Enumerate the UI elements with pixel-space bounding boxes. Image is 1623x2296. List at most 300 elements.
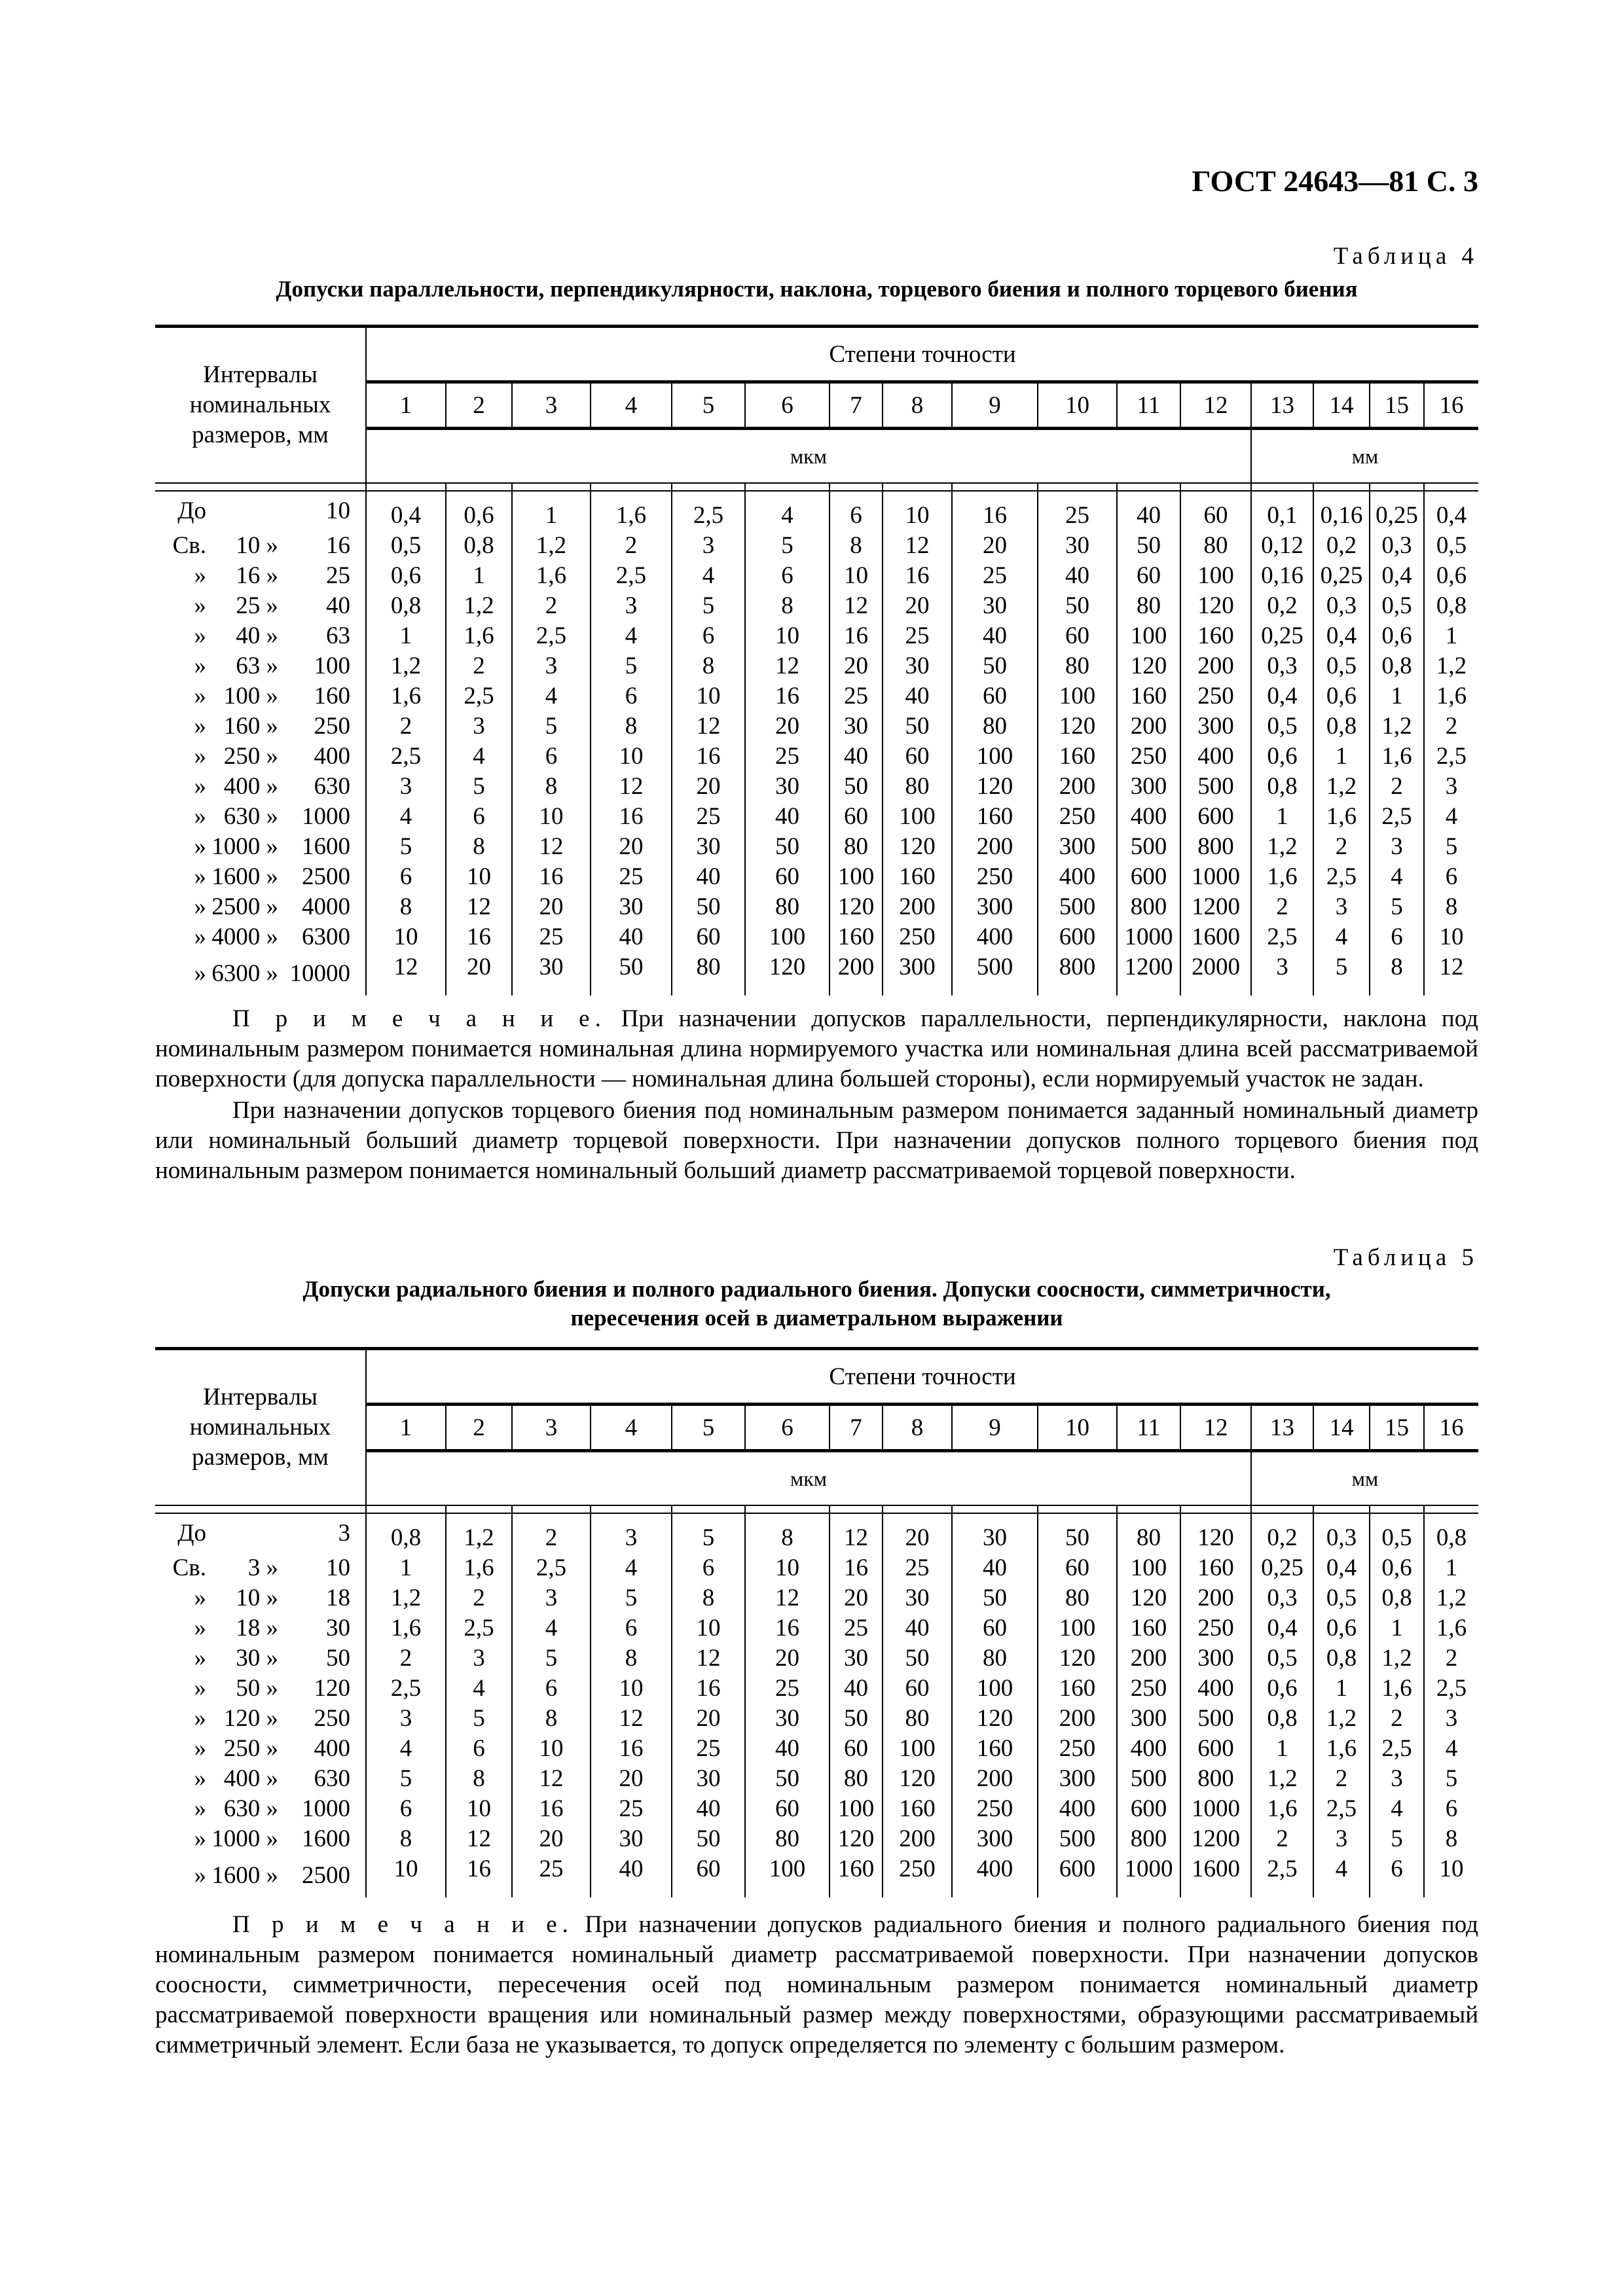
tolerance-value: 1,6 <box>1370 742 1424 772</box>
tolerance-value: 10 <box>512 1734 591 1764</box>
interval-part: » <box>194 1735 206 1762</box>
tolerance-value: 0,25 <box>1370 491 1424 531</box>
tolerance-value: 30 <box>883 1583 952 1613</box>
tolerance-value: 0,4 <box>1436 502 1467 529</box>
header-divider <box>1313 483 1370 491</box>
tolerance-value: 1,6 <box>446 621 512 651</box>
tolerance-value: 1,6 <box>591 491 672 531</box>
table-row <box>155 531 1478 561</box>
degree-header: 16 <box>1424 382 1478 429</box>
tolerance-value: 25 <box>512 1854 591 1897</box>
tolerance-value: 16 <box>446 1854 512 1897</box>
tolerance-value: 25 <box>672 1734 745 1764</box>
tolerance-value: 2 <box>1445 713 1458 740</box>
header-divider <box>1038 483 1117 491</box>
table-row <box>155 651 1478 681</box>
tolerance-value: 1000 <box>1117 1854 1180 1897</box>
tolerance-value: 100 <box>1038 1613 1117 1643</box>
interval-part: » <box>194 924 206 950</box>
tolerance-value: 80 <box>745 892 830 922</box>
interval-cell <box>155 621 366 651</box>
interval-part: 30 » <box>236 1645 278 1672</box>
tolerance-value: 8 <box>745 1513 830 1553</box>
tolerance-value: 40 <box>672 862 745 892</box>
table-row <box>155 952 1478 996</box>
tolerance-value: 0,4 <box>1251 1613 1313 1643</box>
tolerance-value: 6 <box>830 491 883 531</box>
tolerance-value: 0,3 <box>1251 651 1313 681</box>
tolerance-value: 80 <box>883 1704 952 1734</box>
tolerance-value: 5 <box>512 711 591 742</box>
tolerance-value: 0,5 <box>1313 651 1370 681</box>
tolerance-value: 0,25 <box>1313 561 1370 591</box>
tolerance-value: 1,2 <box>1313 1704 1370 1734</box>
tolerance-value: 1,2 <box>512 531 591 561</box>
interval-cell <box>155 952 366 996</box>
tolerance-value: 0,2 <box>1313 531 1370 561</box>
degree-header: 3 <box>512 1405 591 1451</box>
tolerance-value: 1600 <box>1180 922 1251 952</box>
tolerance-value: 300 <box>1038 1764 1117 1794</box>
table-row <box>155 892 1478 922</box>
tolerance-value: 1,6 <box>366 1613 446 1643</box>
interval-part: 1600 <box>302 1825 350 1852</box>
tolerance-value: 40 <box>1038 561 1117 591</box>
tolerance-value: 1 <box>366 621 446 651</box>
tolerance-value: 20 <box>512 1824 591 1854</box>
tolerance-value: 600 <box>1038 922 1117 952</box>
interval-part: 10 <box>326 1554 350 1581</box>
tolerance-value: 100 <box>952 742 1038 772</box>
tolerance-value: 1000 <box>1117 922 1180 952</box>
tolerance-value: 1 <box>1370 1613 1424 1643</box>
tolerance-value: 50 <box>672 1824 745 1854</box>
interval-part: » <box>194 683 206 709</box>
header-divider <box>155 1505 366 1513</box>
tolerance-value: 25 <box>745 742 830 772</box>
tolerance-value: 600 <box>1038 1854 1117 1897</box>
degree-header: 13 <box>1251 1405 1313 1451</box>
interval-part: » <box>194 833 206 860</box>
tolerance-value: 20 <box>745 1643 830 1674</box>
tolerance-value: 300 <box>1180 711 1251 742</box>
tolerance-value: 30 <box>745 1704 830 1734</box>
tolerance-value: 80 <box>745 1824 830 1854</box>
tolerance-value: 6 <box>446 802 512 832</box>
tolerance-value: 1,2 <box>1370 711 1424 742</box>
interval-cell <box>155 561 366 591</box>
tolerance-value: 0,25 <box>1251 1553 1313 1583</box>
degree-header: 1 <box>366 1405 446 1451</box>
tolerance-value: 500 <box>1180 772 1251 802</box>
tolerance-value: 250 <box>952 862 1038 892</box>
tolerance-value: 1,2 <box>1436 1585 1467 1611</box>
interval-part: Св. <box>172 532 206 559</box>
table-row <box>155 742 1478 772</box>
degree-header: 11 <box>1117 382 1180 429</box>
interval-part: 400 » <box>223 773 278 800</box>
tolerance-value: 80 <box>1180 531 1251 561</box>
tolerance-value: 10 <box>830 561 883 591</box>
tolerance-value: 2,5 <box>591 561 672 591</box>
tolerance-value: 2 <box>366 1643 446 1674</box>
tolerance-value: 10 <box>1439 1856 1464 1882</box>
tolerance-value: 80 <box>883 772 952 802</box>
tolerance-value: 1200 <box>1117 952 1180 996</box>
tolerance-value: 0,8 <box>1370 1583 1424 1613</box>
tolerance-value: 80 <box>952 1643 1038 1674</box>
tolerance-value: 2 <box>1445 1645 1458 1672</box>
interval-part: 2500 <box>302 863 350 890</box>
tolerance-value: 250 <box>1117 1674 1180 1704</box>
note-paragraph <box>155 1910 1478 2060</box>
tolerance-value: 30 <box>745 772 830 802</box>
degree-header: 1 <box>366 382 446 429</box>
tolerance-value: 4 <box>591 621 672 651</box>
tolerance-value: 5 <box>1445 1765 1458 1792</box>
tolerance-value: 400 <box>1117 802 1180 832</box>
tolerance-value: 3 <box>1370 832 1424 862</box>
tolerance-value: 160 <box>952 802 1038 832</box>
tolerance-value: 30 <box>512 952 591 996</box>
tolerance-value: 1 <box>366 1553 446 1583</box>
tolerance-value: 600 <box>1117 862 1180 892</box>
tolerance-value: 2,5 <box>512 621 591 651</box>
tolerance-value: 5 <box>1370 892 1424 922</box>
interval-part: 18 » <box>236 1615 278 1641</box>
tolerance-value: 6 <box>672 1553 745 1583</box>
interval-cell <box>155 1824 366 1854</box>
table-5-label: Таблица 5 <box>1333 1244 1478 1271</box>
interval-cell <box>155 742 366 772</box>
header-divider <box>672 1505 745 1513</box>
header-divider <box>1117 483 1180 491</box>
tolerance-value: 10 <box>512 802 591 832</box>
table-row <box>155 1553 1478 1583</box>
tolerance-value: 0,8 <box>446 531 512 561</box>
tolerance-value: 16 <box>672 742 745 772</box>
interval-part: » <box>194 1765 206 1792</box>
tolerance-value: 1200 <box>1180 892 1251 922</box>
table-row <box>155 681 1478 711</box>
tolerance-value: 20 <box>952 531 1038 561</box>
header-divider <box>883 483 952 491</box>
interval-part: » <box>194 592 206 619</box>
tolerance-value: 0,4 <box>366 491 446 531</box>
tolerance-value: 0,8 <box>366 1513 446 1553</box>
tolerance-value: 80 <box>672 952 745 996</box>
unit-micrometer: мкм <box>366 429 1251 484</box>
tolerance-value: 1,2 <box>1436 653 1467 679</box>
tolerance-value: 1,6 <box>1313 1734 1370 1764</box>
tolerance-value: 25 <box>952 561 1038 591</box>
tolerance-value: 0,8 <box>1313 1643 1370 1674</box>
tolerance-value: 5 <box>446 1704 512 1734</box>
tolerance-value: 3 <box>591 1513 672 1553</box>
tolerance-value: 400 <box>1180 742 1251 772</box>
table-row <box>155 832 1478 862</box>
interval-cell <box>155 711 366 742</box>
tolerance-value: 16 <box>591 1734 672 1764</box>
table-row <box>155 1704 1478 1734</box>
tolerance-value: 10 <box>745 621 830 651</box>
tolerance-value: 50 <box>672 892 745 922</box>
tolerance-value: 800 <box>1180 1764 1251 1794</box>
table-row <box>155 1513 1478 1553</box>
table-row <box>155 802 1478 832</box>
interval-part: 400 <box>314 1735 350 1762</box>
header-divider <box>745 483 830 491</box>
tolerance-value: 2 <box>446 1583 512 1613</box>
interval-part: 50 » <box>236 1675 278 1702</box>
tolerance-value: 2,5 <box>1313 1794 1370 1824</box>
degree-header: 6 <box>745 1405 830 1451</box>
interval-part: 630 » <box>223 803 278 830</box>
interval-cell <box>155 862 366 892</box>
tolerance-value: 0,8 <box>1313 711 1370 742</box>
tolerance-value: 120 <box>830 892 883 922</box>
tolerance-value: 40 <box>830 1674 883 1704</box>
interval-part: 1600 » <box>211 863 278 890</box>
interval-part: 120 » <box>223 1705 278 1732</box>
tolerance-value: 0,3 <box>1313 1513 1370 1553</box>
tolerance-value: 2 <box>1313 832 1370 862</box>
degree-header: 4 <box>591 382 672 429</box>
tolerance-value: 0,5 <box>1251 711 1313 742</box>
tolerance-value: 120 <box>1038 1643 1117 1674</box>
tolerance-value: 20 <box>830 1583 883 1613</box>
tolerance-value: 8 <box>1445 893 1458 920</box>
tolerance-value: 50 <box>830 772 883 802</box>
tolerance-value: 25 <box>672 802 745 832</box>
tolerance-value: 0,2 <box>1251 591 1313 621</box>
interval-part: » <box>194 622 206 649</box>
tolerance-value: 40 <box>591 922 672 952</box>
tolerance-value: 12 <box>672 711 745 742</box>
header-divider <box>952 1505 1038 1513</box>
tolerance-value: 300 <box>952 1824 1038 1854</box>
tolerance-value: 0,5 <box>1370 1513 1424 1553</box>
tolerance-value: 3 <box>446 711 512 742</box>
tolerance-value: 160 <box>1180 1553 1251 1583</box>
tolerance-value: 4 <box>745 491 830 531</box>
tolerance-value: 800 <box>1117 892 1180 922</box>
tolerance-value: 0,25 <box>1251 621 1313 651</box>
interval-column-header: Интервалы номинальных размеров, мм <box>155 327 366 484</box>
table-row <box>155 922 1478 952</box>
tolerance-value: 4 <box>1370 1794 1424 1824</box>
interval-part: 10 » <box>236 532 278 559</box>
interval-part: 400 » <box>223 1765 278 1792</box>
table-row <box>155 711 1478 742</box>
tolerance-value: 0,6 <box>1436 562 1467 589</box>
tolerance-value: 20 <box>512 892 591 922</box>
unit-micrometer: мкм <box>366 1451 1251 1506</box>
tolerance-value: 16 <box>591 802 672 832</box>
tolerance-value: 120 <box>952 1704 1038 1734</box>
tolerance-value: 4 <box>446 1674 512 1704</box>
tolerance-value: 0,16 <box>1251 561 1313 591</box>
tolerance-value: 1000 <box>1180 862 1251 892</box>
tolerance-value: 0,4 <box>1313 621 1370 651</box>
tolerance-value: 6 <box>672 621 745 651</box>
tolerance-value: 50 <box>591 952 672 996</box>
tolerance-value: 6 <box>512 742 591 772</box>
interval-part: 63 <box>326 622 350 649</box>
tolerance-value: 1,6 <box>1251 1794 1313 1824</box>
tolerance-value: 0,6 <box>1251 742 1313 772</box>
note-paragraph: При назначении допусков торцевого биения под номинальным размером понимается заданный номинальный диаметр или номинальный больший диаметр торцевой поверхности. При назначении допусков полного торцевого биения под номинальным размером понимается номинальный больший диаметр рассматриваемой торцевой поверхности. <box>155 1097 1478 1184</box>
interval-part: » <box>194 1675 206 1702</box>
tolerance-value: 1,6 <box>1251 862 1313 892</box>
title-line: пересечения осей в диаметральном выражении <box>570 1305 1063 1331</box>
tolerance-value: 25 <box>745 1674 830 1704</box>
interval-part: 6300 <box>302 924 350 950</box>
tolerance-value: 3 <box>591 591 672 621</box>
degree-header: 14 <box>1313 382 1370 429</box>
tolerance-value: 12 <box>830 1513 883 1553</box>
document-reference: ГОСТ 24643—81 С. 3 <box>1192 164 1478 198</box>
interval-cell <box>155 802 366 832</box>
tolerance-value: 3 <box>366 772 446 802</box>
interval-cell <box>155 892 366 922</box>
tolerance-value: 25 <box>830 681 883 711</box>
tolerance-value: 0,3 <box>1370 531 1424 561</box>
tolerance-value: 800 <box>1180 832 1251 862</box>
header-divider <box>512 1505 591 1513</box>
interval-part: До <box>177 497 206 524</box>
tolerance-value: 8 <box>591 711 672 742</box>
tolerance-value: 80 <box>830 832 883 862</box>
tolerance-value: 2,5 <box>1251 922 1313 952</box>
tolerance-value: 200 <box>883 1824 952 1854</box>
tolerance-value: 4 <box>1313 922 1370 952</box>
tolerance-value: 100 <box>883 802 952 832</box>
interval-part: 1000 <box>302 803 350 830</box>
tolerance-value: 12 <box>512 832 591 862</box>
interval-cell <box>155 1854 366 1897</box>
header-divider <box>1424 483 1478 491</box>
tolerance-value: 1,2 <box>366 1583 446 1613</box>
tolerance-value: 5 <box>366 1764 446 1794</box>
tolerance-value: 5 <box>512 1643 591 1674</box>
tolerance-value: 60 <box>1117 561 1180 591</box>
interval-part: 120 <box>314 1675 350 1702</box>
tolerance-value: 60 <box>883 742 952 772</box>
degree-header: 2 <box>446 382 512 429</box>
tolerance-value: 2 <box>1370 1704 1424 1734</box>
tolerance-value: 0,8 <box>1370 651 1424 681</box>
tolerance-value: 100 <box>1180 561 1251 591</box>
header-divider <box>1251 1505 1313 1513</box>
tolerance-value: 40 <box>952 621 1038 651</box>
tolerance-value: 40 <box>1117 491 1180 531</box>
header-divider <box>155 483 366 491</box>
interval-part: » <box>194 743 206 770</box>
tolerance-value: 2,5 <box>1436 743 1467 770</box>
tolerance-value: 5 <box>672 1513 745 1553</box>
tolerance-value: 3 <box>446 1643 512 1674</box>
tolerance-value: 30 <box>591 892 672 922</box>
tolerance-value: 6 <box>366 862 446 892</box>
interval-cell <box>155 1583 366 1613</box>
header-divider <box>952 483 1038 491</box>
tolerance-value: 100 <box>1038 681 1117 711</box>
table-row <box>155 621 1478 651</box>
tolerance-value: 100 <box>830 862 883 892</box>
tolerance-value: 20 <box>883 1513 952 1553</box>
tolerance-value: 12 <box>591 1704 672 1734</box>
tolerance-value: 30 <box>883 651 952 681</box>
tolerance-value: 200 <box>830 952 883 996</box>
table-row <box>155 1734 1478 1764</box>
tolerance-value: 0,8 <box>1251 772 1313 802</box>
tolerance-value: 600 <box>1180 1734 1251 1764</box>
header-divider <box>1424 1505 1478 1513</box>
tolerance-value: 1,6 <box>366 681 446 711</box>
tolerance-value: 160 <box>883 1794 952 1824</box>
tolerance-value: 60 <box>1180 491 1251 531</box>
interval-part: 250 » <box>223 1735 278 1762</box>
tolerance-value: 8 <box>512 1704 591 1734</box>
tolerance-value: 120 <box>952 772 1038 802</box>
tolerance-value: 80 <box>1038 651 1117 681</box>
tolerance-value: 10 <box>591 1674 672 1704</box>
degree-header: 13 <box>1251 382 1313 429</box>
tolerance-value: 1,6 <box>446 1553 512 1583</box>
tolerance-value: 6 <box>1370 1854 1424 1897</box>
tolerance-value: 40 <box>883 681 952 711</box>
tolerance-value: 20 <box>883 591 952 621</box>
tolerance-value: 2 <box>1370 772 1424 802</box>
tolerance-value: 50 <box>883 1643 952 1674</box>
tolerance-value: 2,5 <box>512 1553 591 1583</box>
tolerance-value: 1 <box>1251 802 1313 832</box>
tolerance-value: 8 <box>672 1583 745 1613</box>
tolerance-value: 80 <box>1117 1513 1180 1553</box>
note-lead: П р и м е ч а н и е. <box>232 1005 606 1032</box>
interval-cell <box>155 1764 366 1794</box>
tolerance-value: 0,5 <box>1251 1643 1313 1674</box>
tolerance-value: 3 <box>1251 952 1313 996</box>
table-row <box>155 1643 1478 1674</box>
tolerance-value: 6 <box>745 561 830 591</box>
tolerance-value: 6 <box>1445 863 1458 890</box>
table-row <box>155 491 1478 531</box>
interval-part: » <box>194 713 206 740</box>
tolerance-value: 12 <box>830 591 883 621</box>
tolerance-value: 4 <box>512 1613 591 1643</box>
interval-part: 4000 » <box>211 924 278 950</box>
degree-header: 5 <box>672 382 745 429</box>
header-divider <box>1251 483 1313 491</box>
tolerance-value: 120 <box>883 1764 952 1794</box>
interval-cell <box>155 1704 366 1734</box>
table-row <box>155 1613 1478 1643</box>
tolerance-value: 200 <box>1117 711 1180 742</box>
unit-millimeter: мм <box>1351 1466 1379 1490</box>
interval-part: » <box>194 863 206 890</box>
note-lead: П р и м е ч а н и е. <box>232 1911 574 1938</box>
interval-part: 25 » <box>236 592 278 619</box>
tolerance-value: 3 <box>1445 1705 1458 1732</box>
tolerance-value: 2,5 <box>1436 1675 1467 1702</box>
tolerance-value: 20 <box>591 832 672 862</box>
degree-header: 11 <box>1117 1405 1180 1451</box>
tolerance-value: 8 <box>446 832 512 862</box>
tolerance-value: 30 <box>591 1824 672 1854</box>
interval-part: 40 » <box>236 622 278 649</box>
